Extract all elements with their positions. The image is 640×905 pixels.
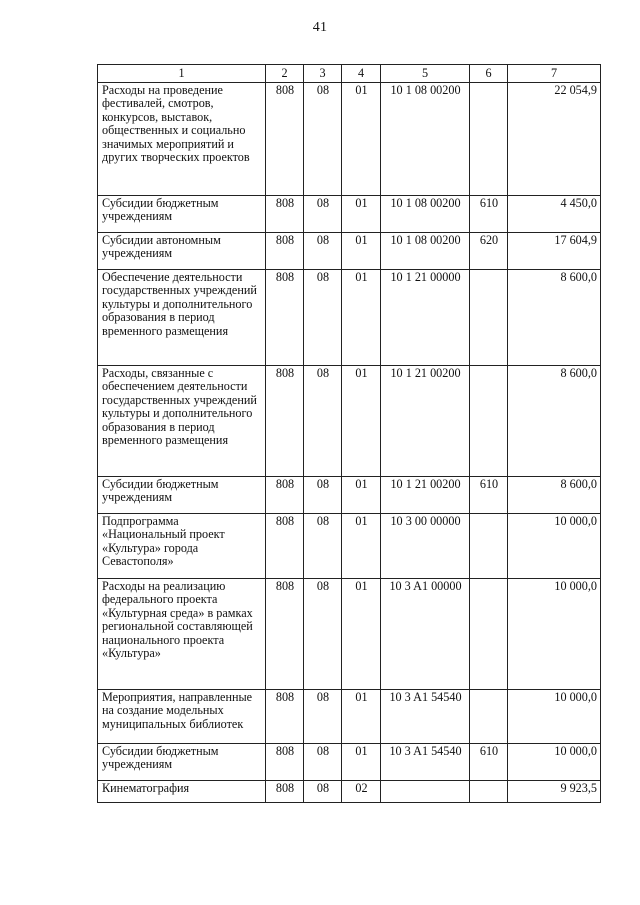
ved-cell: 808	[266, 196, 304, 233]
table-row	[98, 781, 601, 803]
ved-cell: 808	[266, 477, 304, 514]
table-row	[98, 579, 601, 690]
podrazdel-cell: 01	[342, 83, 381, 196]
sum-cell: 22 054,9	[508, 83, 601, 196]
csr-cell	[381, 781, 470, 803]
column-header-name: 1	[98, 65, 266, 83]
vr-cell	[470, 366, 508, 477]
razdel-cell: 08	[304, 744, 342, 781]
row-name-cell: Кинематография	[98, 781, 266, 803]
csr-cell: 10 3 A1 00000	[381, 579, 470, 690]
podrazdel-cell: 01	[342, 579, 381, 690]
table-row	[98, 514, 601, 579]
column-header-csr: 5	[381, 65, 470, 83]
razdel-cell: 08	[304, 690, 342, 744]
row-name-cell: Расходы на проведение фестивалей, смотров, конкурсов, выставок, общественных и социально значимых мероприятий и других творческих проектов	[98, 83, 266, 196]
podrazdel-cell: 01	[342, 514, 381, 579]
row-name-cell: Расходы на реализацию федерального проекта «Культурная среда» в рамках региональной составляющей национального проекта «Культура»	[98, 579, 266, 690]
sum-cell: 10 000,0	[508, 744, 601, 781]
row-name-cell: Субсидии автономным учреждениям	[98, 233, 266, 270]
row-name-cell: Субсидии бюджетным учреждениям	[98, 196, 266, 233]
page-number: 41	[312, 20, 328, 35]
razdel-cell: 08	[304, 579, 342, 690]
sum-cell: 10 000,0	[508, 579, 601, 690]
ved-cell: 808	[266, 744, 304, 781]
razdel-cell: 08	[304, 196, 342, 233]
csr-cell: 10 1 08 00200	[381, 233, 470, 270]
sum-cell: 9 923,5	[508, 781, 601, 803]
table-row	[98, 366, 601, 477]
table-row	[98, 270, 601, 366]
podrazdel-cell: 02	[342, 781, 381, 803]
sum-cell: 8 600,0	[508, 270, 601, 366]
ved-cell: 808	[266, 579, 304, 690]
csr-cell: 10 1 21 00200	[381, 366, 470, 477]
csr-cell: 10 3 00 00000	[381, 514, 470, 579]
razdel-cell: 08	[304, 233, 342, 270]
budget-table	[97, 64, 601, 803]
row-name-cell: Субсидии бюджетным учреждениям	[98, 744, 266, 781]
ved-cell: 808	[266, 514, 304, 579]
column-header-sum: 7	[508, 65, 601, 83]
csr-cell: 10 1 08 00200	[381, 83, 470, 196]
ved-cell: 808	[266, 83, 304, 196]
row-name-cell: Субсидии бюджетным учреждениям	[98, 477, 266, 514]
table-row	[98, 196, 601, 233]
csr-cell: 10 1 21 00000	[381, 270, 470, 366]
vr-cell	[470, 270, 508, 366]
vr-cell: 610	[470, 196, 508, 233]
podrazdel-cell: 01	[342, 270, 381, 366]
row-name-cell: Расходы, связанные с обеспечением деятельности государственных учреждений культуры и дополнительного образования в период временного размещения	[98, 366, 266, 477]
ved-cell: 808	[266, 270, 304, 366]
sum-cell: 8 600,0	[508, 477, 601, 514]
table-header-row	[98, 65, 601, 83]
csr-cell: 10 1 08 00200	[381, 196, 470, 233]
table-row	[98, 690, 601, 744]
podrazdel-cell: 01	[342, 477, 381, 514]
ved-cell: 808	[266, 233, 304, 270]
sum-cell: 17 604,9	[508, 233, 601, 270]
table-row	[98, 744, 601, 781]
ved-cell: 808	[266, 690, 304, 744]
ved-cell: 808	[266, 781, 304, 803]
sum-cell: 8 600,0	[508, 366, 601, 477]
column-header-vr: 6	[470, 65, 508, 83]
podrazdel-cell: 01	[342, 233, 381, 270]
vr-cell	[470, 579, 508, 690]
podrazdel-cell: 01	[342, 366, 381, 477]
vr-cell	[470, 781, 508, 803]
column-header-podrazdel: 4	[342, 65, 381, 83]
vr-cell: 610	[470, 744, 508, 781]
razdel-cell: 08	[304, 477, 342, 514]
csr-cell: 10 1 21 00200	[381, 477, 470, 514]
row-name-cell: Подпрограмма «Национальный проект «Культура» города Севастополя»	[98, 514, 266, 579]
vr-cell: 610	[470, 477, 508, 514]
vr-cell	[470, 514, 508, 579]
table-row	[98, 477, 601, 514]
sum-cell: 10 000,0	[508, 514, 601, 579]
vr-cell: 620	[470, 233, 508, 270]
razdel-cell: 08	[304, 781, 342, 803]
razdel-cell: 08	[304, 366, 342, 477]
razdel-cell: 08	[304, 514, 342, 579]
sum-cell: 4 450,0	[508, 196, 601, 233]
row-name-cell: Мероприятия, направленные на создание модельных муниципальных библиотек	[98, 690, 266, 744]
column-header-razdel: 3	[304, 65, 342, 83]
ved-cell: 808	[266, 366, 304, 477]
table-row	[98, 83, 601, 196]
csr-cell: 10 3 A1 54540	[381, 744, 470, 781]
podrazdel-cell: 01	[342, 196, 381, 233]
table-row	[98, 233, 601, 270]
vr-cell	[470, 83, 508, 196]
razdel-cell: 08	[304, 83, 342, 196]
podrazdel-cell: 01	[342, 690, 381, 744]
row-name-cell: Обеспечение деятельности государственных учреждений культуры и дополнительного образования в период временного размещения	[98, 270, 266, 366]
sum-cell: 10 000,0	[508, 690, 601, 744]
column-header-ved: 2	[266, 65, 304, 83]
vr-cell	[470, 690, 508, 744]
csr-cell: 10 3 A1 54540	[381, 690, 470, 744]
podrazdel-cell: 01	[342, 744, 381, 781]
razdel-cell: 08	[304, 270, 342, 366]
